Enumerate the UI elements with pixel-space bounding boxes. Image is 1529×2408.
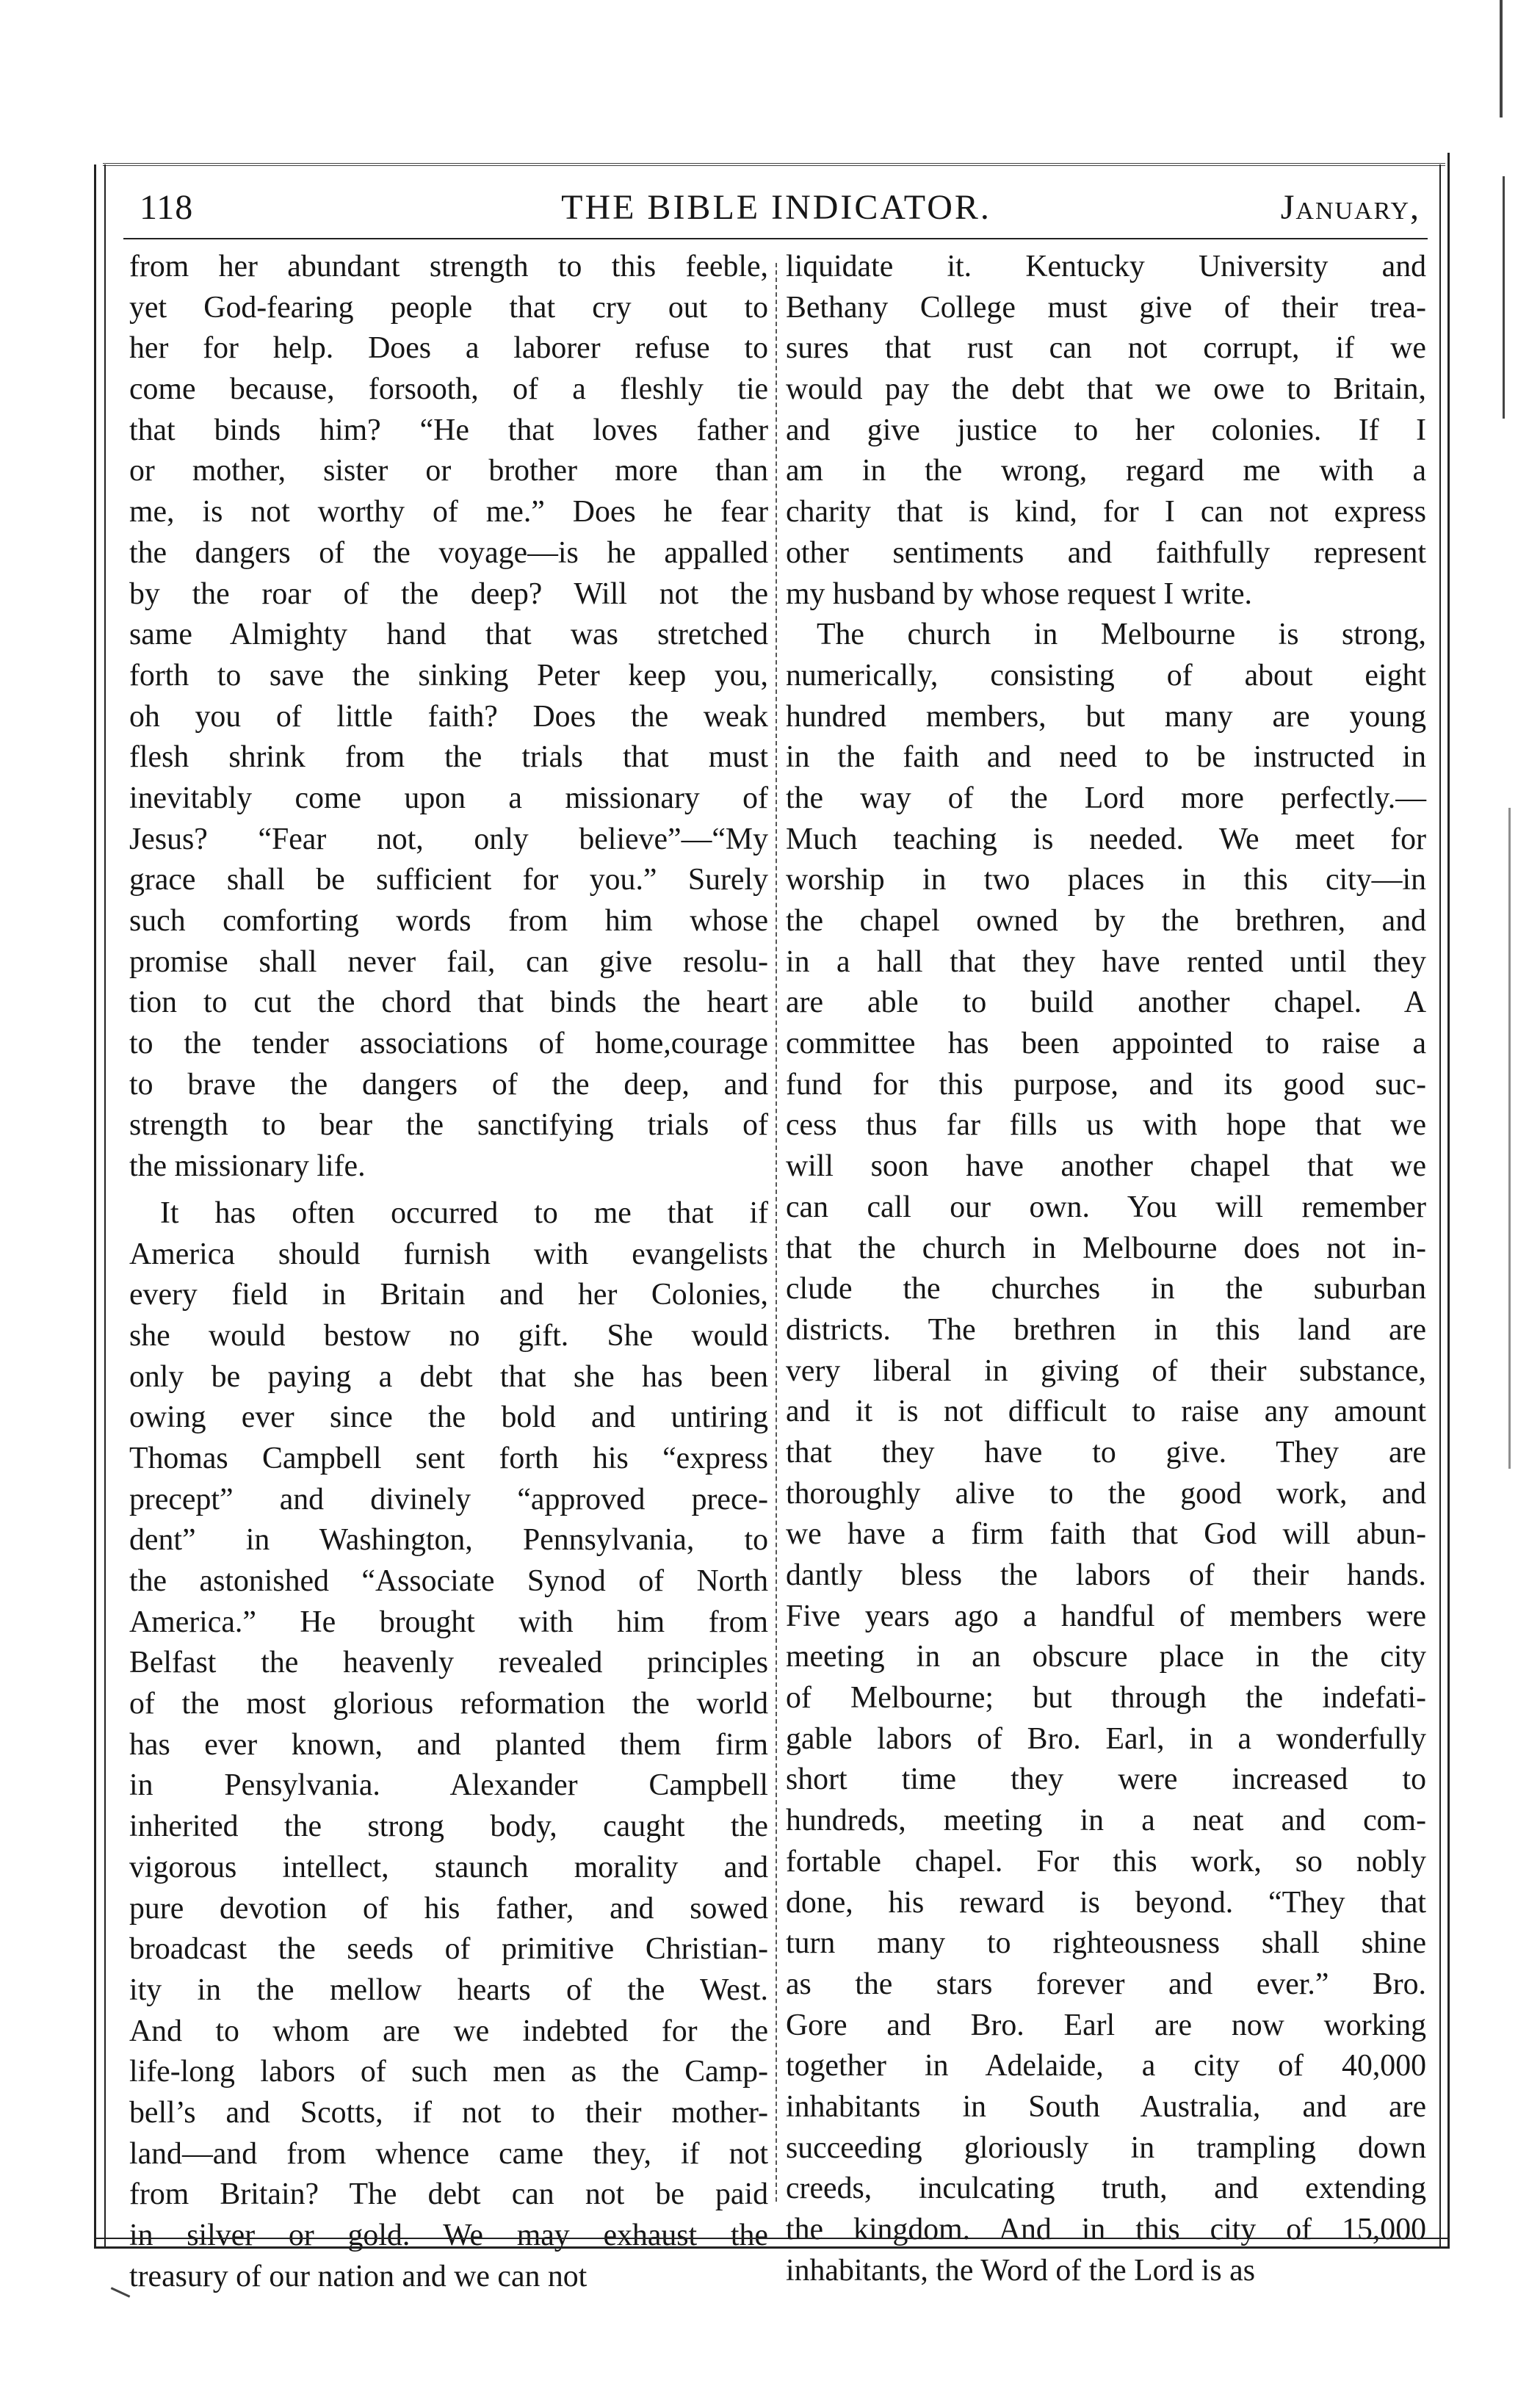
text-line: she would bestow no gift. She would (129, 1318, 768, 1353)
text-line: bell’s and Scotts, if not to their mother- (129, 2095, 768, 2130)
text-line: come because, forsooth, of a fleshly tie (129, 372, 768, 407)
text-line: her for help. Does a laborer refuse to (129, 331, 768, 366)
text-line: committee has been appointed to raise a (786, 1027, 1426, 1061)
text-line: Bethany College must give of their trea- (786, 290, 1426, 325)
header-rule (123, 238, 1428, 239)
text-line: flesh shrink from the trials that must (129, 740, 768, 775)
text-line: will soon have another chapel that we (786, 1149, 1426, 1184)
text-line: by the roar of the deep? Will not the (129, 576, 768, 611)
text-line: done, his reward is beyond. “They that (786, 1885, 1426, 1920)
text-line: from Britain? The debt can not be paid (129, 2177, 768, 2212)
text-line: Gore and Bro. Earl are now working (786, 2008, 1426, 2042)
text-line: same Almighty hand that was stretched (129, 618, 768, 652)
page-number: 118 (140, 188, 194, 227)
text-line: Jesus? “Fear not, only believe”—“My (129, 822, 768, 856)
text-line: from her abundant strength to this feeble, (129, 250, 768, 283)
text-line: that the church in Melbourne does not in- (786, 1231, 1426, 1265)
text-line: very liberal in giving of their substance, (786, 1353, 1426, 1388)
scan-mark (1508, 808, 1511, 1469)
text-line: tion to cut the chord that binds the heart (129, 986, 768, 1020)
left-border-inner (104, 164, 106, 2249)
text-line: liquidate it. Kentucky University and (786, 250, 1426, 283)
text-line: the missionary life. (129, 1149, 366, 1184)
text-line: treasury of our nation and we can not (129, 2259, 588, 2293)
text-line: worship in two places in this city—in (786, 863, 1426, 897)
text-line: in the faith and need to be instructed in (786, 740, 1426, 775)
text-line: in a hall that they have rented until they (786, 944, 1426, 979)
right-column (786, 247, 1426, 2291)
text-line: America should furnish with evangelists (129, 1237, 768, 1271)
text-line: Thomas Campbell sent forth his “express (129, 1441, 768, 1475)
text-line: or mother, sister or brother more than (129, 454, 768, 488)
scan-mark (111, 2287, 131, 2298)
text-line: my husband by whose request I write. (786, 576, 1252, 611)
text-line: vigorous intellect, staunch morality and (129, 1850, 768, 1884)
text-line: ity in the mellow hearts of the West. (129, 1973, 768, 2007)
text-line: that they have to give. They are (786, 1435, 1426, 1469)
text-line: oh you of little faith? Does the weak (129, 699, 768, 734)
text-line: charity that is kind, for I can not express (786, 495, 1426, 529)
text-line: and give justice to her colonies. If I (786, 413, 1426, 447)
text-line: And to whom are we indebted for the (129, 2014, 768, 2048)
text-line: land—and from whence came they, if not (129, 2136, 768, 2171)
text-line: in Pensylvania. Alexander Campbell (129, 1768, 768, 1803)
text-line: dantly bless the labors of their hands. (786, 1558, 1426, 1592)
text-line: inhabitants, the Word of the Lord is as (786, 2253, 1255, 2288)
text-line: to the tender associations of home,courage (129, 1027, 768, 1061)
text-line: broadcast the seeds of primitive Christian- (129, 1932, 768, 1967)
text-line: thoroughly alive to the good work, and (786, 1476, 1426, 1511)
text-line: precept” and divinely “approved prece- (129, 1482, 768, 1516)
left-column (129, 247, 768, 2297)
text-line: of Melbourne; but through the indefati- (786, 1681, 1426, 1715)
text-line: inherited the strong body, caught the (129, 1809, 768, 1844)
text-line: districts. The brethren in this land are (786, 1312, 1426, 1347)
text-line: creeds, inculcating truth, and extending (786, 2172, 1426, 2206)
text-line: sures that rust can not corrupt, if we (786, 331, 1426, 366)
text-line: me, is not worthy of me.” Does he fear (129, 495, 768, 529)
text-line: of the most glorious reformation the world (129, 1687, 768, 1721)
text-line: other sentiments and faithfully represent (786, 535, 1426, 570)
scan-mark (1503, 176, 1505, 419)
text-line: pure devotion of his father, and sowed (129, 1891, 768, 1926)
text-line: gable labors of Bro. Earl, in a wonderfully (786, 1721, 1426, 1756)
text-line: has ever known, and planted them firm (129, 1727, 768, 1762)
left-border (94, 164, 96, 2249)
text-line: the chapel owned by the brethren, and (786, 904, 1426, 938)
text-line: cess thus far fills us with hope that we (786, 1108, 1426, 1143)
text-line: meeting in an obscure place in the city (786, 1640, 1426, 1674)
running-title: THE BIBLE INDICATOR. (561, 188, 991, 227)
text-line: only be paying a debt that she has been (129, 1359, 768, 1394)
issue-month: January, (1280, 188, 1420, 227)
text-line: as the stars forever and ever.” Bro. (786, 1967, 1426, 2001)
text-line: to brave the dangers of the deep, and (129, 1067, 768, 1102)
page-header (132, 182, 1420, 234)
text-line: hundred members, but many are young (786, 699, 1426, 734)
text-line: the dangers of the voyage—is he appalled (129, 535, 768, 570)
bottom-rule (94, 2238, 1450, 2249)
text-line: we have a firm faith that God will abun- (786, 1517, 1426, 1552)
text-line: fortable chapel. For this work, so nobly (786, 1844, 1426, 1879)
text-line: that binds him? “He that loves father (129, 413, 768, 447)
text-line: succeeding gloriously in trampling down (786, 2130, 1426, 2165)
text-line: The church in Melbourne is strong, (817, 618, 1426, 652)
text-line: every field in Britain and her Colonies, (129, 1278, 768, 1312)
text-line: yet God-fearing people that cry out to (129, 290, 768, 325)
text-line: Five years ago a handful of members were (786, 1599, 1426, 1633)
text-line: grace shall be sufficient for you.” Surely (129, 863, 768, 897)
text-line: inhabitants in South Australia, and are (786, 2089, 1426, 2124)
text-line: such comforting words from him whose (129, 904, 768, 938)
column-divider (776, 263, 777, 2202)
text-line: fund for this purpose, and its good suc- (786, 1067, 1426, 1102)
top-rule (103, 163, 1445, 166)
text-line: owing ever since the bold and untiring (129, 1400, 768, 1435)
text-line: America.” He brought with him from (129, 1605, 768, 1639)
text-line: am in the wrong, regard me with a (786, 454, 1426, 488)
right-border-inner (1439, 164, 1441, 2249)
text-line: strength to bear the sanctifying trials of (129, 1108, 768, 1143)
text-line: turn many to righteousness shall shine (786, 1926, 1426, 1961)
text-line: and it is not difficult to raise any amount (786, 1395, 1426, 1429)
text-line: can call our own. You will remember (786, 1190, 1426, 1224)
text-line: in silver or gold. We may exhaust the (129, 2219, 768, 2252)
text-line: are able to build another chapel. A (786, 986, 1426, 1020)
text-line: life-long labors of such men as the Camp- (129, 2055, 768, 2089)
text-line: It has often occurred to me that if (160, 1196, 768, 1230)
text-line: inevitably come upon a missionary of (129, 781, 768, 815)
text-line: Belfast the heavenly revealed principles (129, 1646, 768, 1680)
page-frame (94, 153, 1450, 2293)
text-line: forth to save the sinking Peter keep you, (129, 658, 768, 693)
text-line: the astonished “Associate Synod of North (129, 1564, 768, 1598)
text-line: dent” in Washington, Pennsylvania, to (129, 1523, 768, 1558)
text-line: short time they were increased to (786, 1762, 1426, 1797)
text-line: would pay the debt that we owe to Britain, (786, 372, 1426, 407)
text-line: Much teaching is needed. We meet for (786, 822, 1426, 856)
right-border (1447, 153, 1450, 2249)
text-line: the kingdom. And in this city of 15,000 (786, 2213, 1426, 2246)
text-line: clude the churches in the suburban (786, 1272, 1426, 1306)
text-line: hundreds, meeting in a neat and com- (786, 1804, 1426, 1838)
text-line: the way of the Lord more perfectly.— (786, 781, 1426, 815)
text-line: together in Adelaide, a city of 40,000 (786, 2049, 1426, 2083)
text-line: numerically, consisting of about eight (786, 658, 1426, 693)
scan-mark (1500, 0, 1503, 117)
text-line: promise shall never fail, can give resolu- (129, 944, 768, 979)
